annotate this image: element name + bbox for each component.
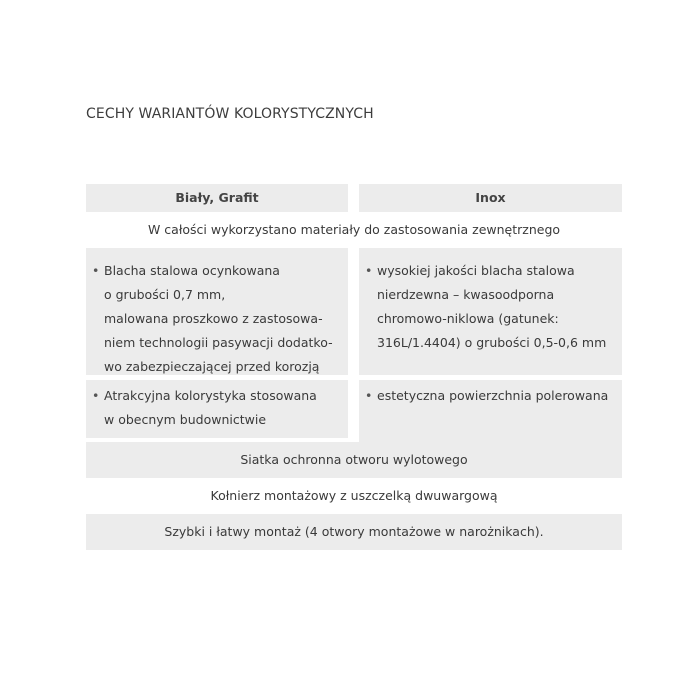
color-cell-right bbox=[359, 380, 622, 442]
steel-cell-right bbox=[359, 248, 622, 375]
steel-left-line: Blacha stalowa ocynkowana bbox=[104, 263, 280, 278]
row-steel bbox=[86, 248, 622, 380]
row-mounting-flange: Kołnierz montażowy z uszczelką dwuwargową bbox=[210, 488, 498, 503]
row-quick-mounting: Szybki i łatwy montaż (4 otwory montażowe w narożnikach). bbox=[86, 514, 622, 550]
color-right-line: estetyczna powierzchnia polerowana bbox=[377, 388, 609, 403]
color-left-line: Atrakcyjna kolorystyka stosowana bbox=[104, 388, 317, 403]
steel-right-line: nierdzewna – kwasoodporna bbox=[377, 287, 555, 302]
header-bialy-grafit: Biały, Grafit bbox=[86, 184, 348, 212]
table-header-row bbox=[86, 184, 622, 212]
list-item bbox=[365, 384, 614, 408]
bullet-icon: • bbox=[365, 388, 373, 403]
steel-left-line: niem technologii pasywacji dodatko- bbox=[104, 335, 333, 350]
steel-right-line: 316L/1.4404) o grubości 0,5-0,6 mm bbox=[377, 335, 607, 350]
steel-cell-left bbox=[86, 248, 348, 375]
list-item bbox=[92, 259, 340, 379]
bullet-icon: • bbox=[92, 388, 100, 403]
list-item bbox=[92, 384, 340, 432]
features-table bbox=[86, 184, 622, 550]
steel-right-line: wysokiej jakości blacha stalowa bbox=[377, 263, 575, 278]
color-left-line: w obecnym budownictwie bbox=[104, 412, 267, 427]
bullet-icon: • bbox=[365, 263, 373, 278]
steel-left-line: o grubości 0,7 mm, bbox=[104, 287, 226, 302]
row-protective-net: Siatka ochronna otworu wylotowego bbox=[86, 442, 622, 478]
row-color bbox=[86, 380, 622, 442]
steel-left-line: malowana proszkowo z zastosowa- bbox=[104, 311, 323, 326]
list-item bbox=[365, 259, 614, 355]
steel-right-line: chromowo-niklowa (gatunek: bbox=[377, 311, 559, 326]
page-title: CECHY WARIANTÓW KOLORYSTYCZNYCH bbox=[86, 106, 374, 122]
bullet-icon: • bbox=[92, 263, 100, 278]
steel-left-line: wo zabezpieczającej przed korozją bbox=[104, 359, 320, 374]
row-material: W całości wykorzystano materiały do zastosowania zewnętrznego bbox=[147, 222, 561, 237]
header-inox: Inox bbox=[359, 184, 622, 212]
color-cell-left bbox=[86, 380, 348, 438]
